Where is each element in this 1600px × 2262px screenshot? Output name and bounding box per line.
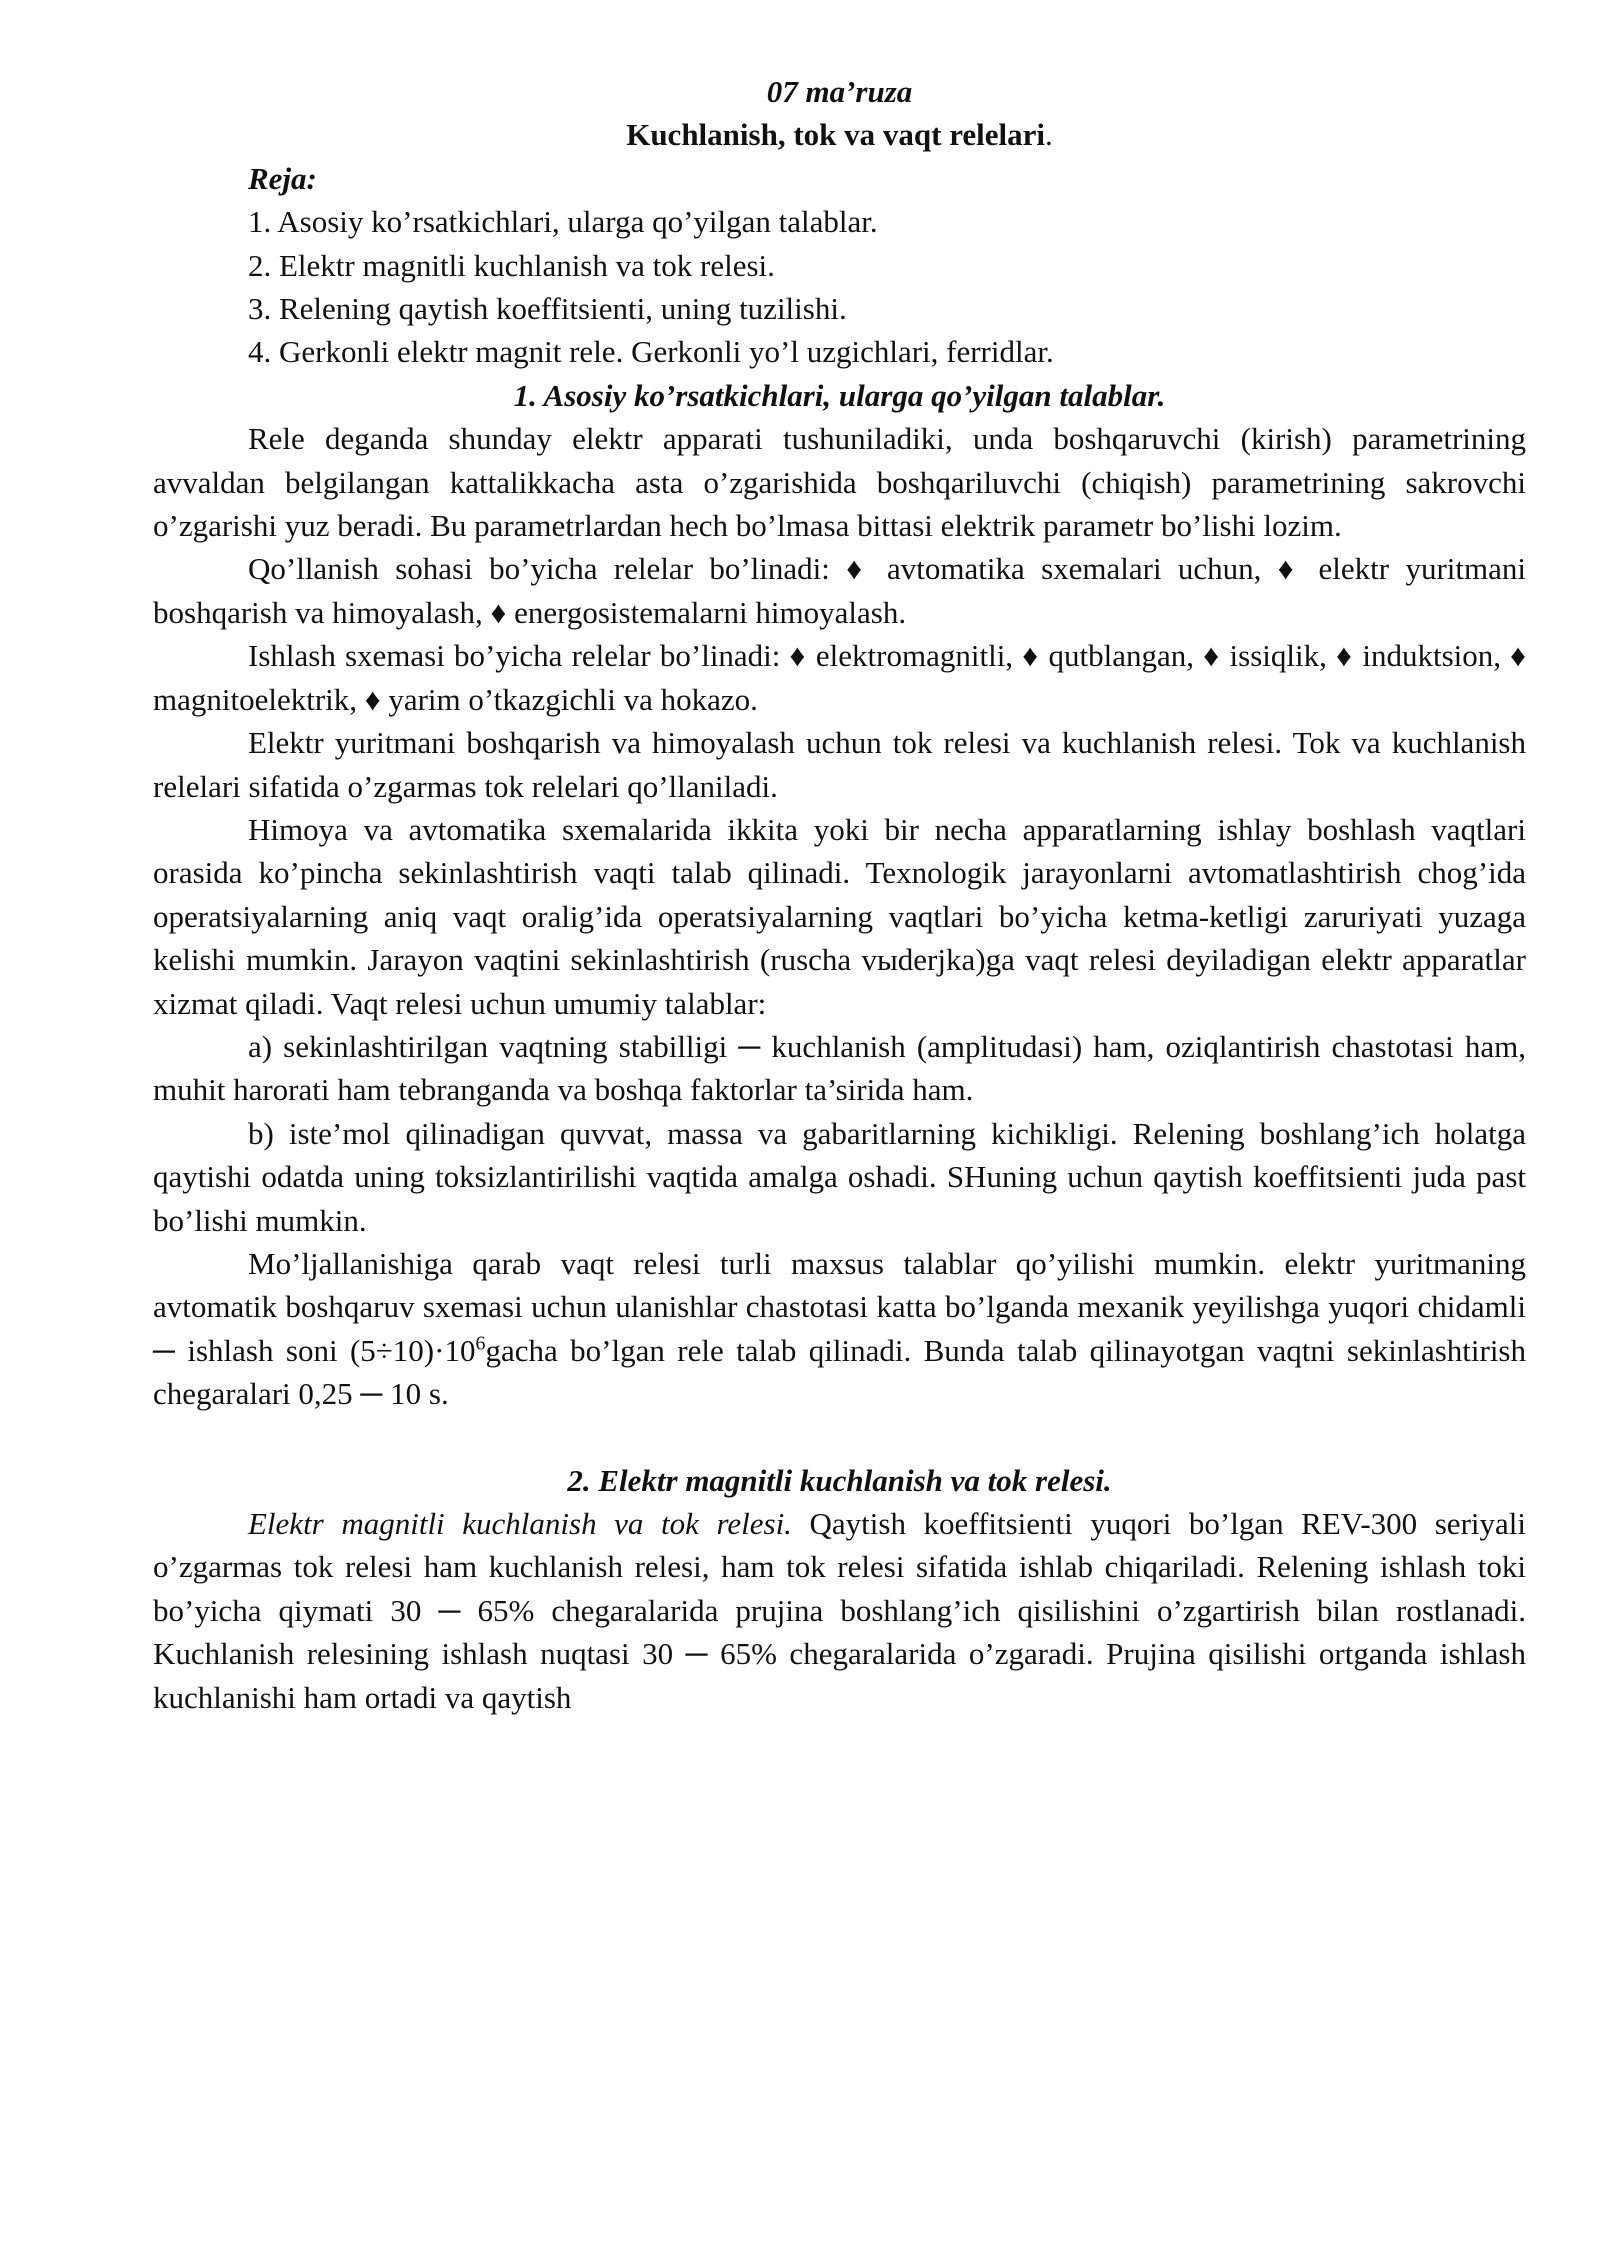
paragraph: a) sekinlashtirilgan vaqtning stabilligi ─ kuchlanish (amplitudasi) ham, oziqlantirish chastotasi ham, muhit harorati ham tebranganda va boshqa faktorlar ta’sirida ham.	[153, 1028, 1526, 1108]
plan-label: Reja:	[248, 160, 317, 196]
document-page	[153, 70, 1526, 1719]
paragraph	[153, 1502, 1526, 1719]
plan-item-2: 2. Elektr magnitli kuchlanish va tok relesi.	[248, 247, 775, 283]
lecture-title: Kuchlanish, tok va vaqt relelari	[626, 117, 1046, 153]
paragraph: Ishlash sxemasi bo’yicha relelar bo’linadi: ♦ elektromagnitli, ♦ qutblangan, ♦ issiqlik, ♦ induktsion, ♦ magnitoelektrik, ♦ yarim o’tkazgichli va hokazo.	[153, 638, 1526, 717]
paragraph-text: Qaytish koeffitsienti yuqori bo’lgan REV-300 seriyali o’zgarmas tok relesi ham kuchlanish relesi, ham tok relesi sifatida ishlab chiqariladi. Relening ishlash toki bo’yicha qiymati 30 ─ 65% chegaralarida prujina boshlang’ich qisilishini o’zgartirish bilan rostlanadi. Kuchlanish relesining ishlash nuqtasi 30 ─ 65% chegaralarida o’zgaradi. Prujina qisilishi ortganda ishlash kuchlanishi ham ortadi va qaytish	[153, 1506, 1526, 1715]
spacer	[153, 1416, 1526, 1459]
paragraph-text: Mo’ljallanishiga qarab vaqt relesi turli maxsus talablar qo’yilishi mumkin. elektr yuritmaning avtomatik boshqaruv sxemasi uchun ulanishlar chastotasi katta bo’lganda mexanik yeyilishga yuqori chidamli ─ ishlash soni (5÷10)·10	[153, 1245, 1526, 1368]
plan-item-1: 1. Asosiy ko’rsatkichlari, ularga qo’yilgan talablar.	[248, 204, 878, 240]
paragraph	[153, 1242, 1526, 1416]
paragraph: Rele deganda shunday elektr apparati tushuniladiki, unda boshqaruvchi (kirish) parametrining avvaldan belgilangan kattalikkacha asta o’zgarishida boshqariluvchi (chiqish) parametrining sakrovchi o’zgarishi yuz beradi. Bu parametrlardan hech bo’lmasa bittasi elektrik parametr bo’lishi lozim.	[153, 421, 1526, 544]
paragraph: Himoya va avtomatika sxemalarida ikkita yoki bir necha apparatlarning ishlay boshlash vaqtlari orasida ko’pincha sekinlashtirish vaqti talab qilinadi. Texnologik jarayonlarni avtomatlashtirish chog’ida operatsiyalarning aniq vaqt oralig’ida operatsiyalarning vaqtlari bo’yicha ketma-ketligi zaruriyati yuzaga kelishi mumkin. Jarayon vaqtini sekinlashtirish (ruscha vыderjka)ga vaqt relesi deyiladigan elektr apparatlar xizmat qiladi. Vaqt relesi uchun umumiy talablar:	[153, 811, 1526, 1021]
paragraph: Qo’llanish sohasi bo’yicha relelar bo’linadi: ♦ avtomatika sxemalari uchun, ♦ elektr yuritmani boshqarish va himoyalash, ♦ energosistemalarni himoyalash.	[153, 551, 1526, 630]
paragraph-italic-lead: Elektr magnitli kuchlanish va tok relesi.	[248, 1506, 792, 1541]
section-1-title: 1. Asosiy ko’rsatkichlari, ularga qo’yilgan talablar.	[513, 377, 1166, 413]
section-2-title: 2. Elektr magnitli kuchlanish va tok relesi.	[567, 1462, 1112, 1498]
lecture-number: 07 ma’ruza	[766, 74, 913, 109]
plan-item-4: 4. Gerkonli elektr magnit rele. Gerkonli yo’l uzgichlari, ferridlar.	[248, 334, 1054, 370]
plan-item-3: 3. Relening qaytish koeffitsienti, uning tuzilishi.	[248, 291, 847, 327]
paragraph: b) iste’mol qilinadigan quvvat, massa va gabaritlarning kichikligi. Relening boshlang’ich holatga qaytishi odatda uning toksizlantirilishi vaqtida amalga oshadi. SHuning uchun qaytish koeffitsienti juda past bo’lishi mumkin.	[153, 1115, 1526, 1238]
paragraph-text: gacha bo’lgan rele talab qilinadi. Bunda talab qilinayotgan vaqtni sekinlashtirish chegaralari 0,25 ─ 10 s.	[153, 1332, 1526, 1412]
superscript-exponent: 6	[475, 1332, 486, 1355]
lecture-title-line	[153, 113, 1526, 156]
lecture-title-dot: .	[1045, 117, 1053, 153]
paragraph: Elektr yuritmani boshqarish va himoyalash uchun tok relesi va kuchlanish relesi. Tok va kuchlanish relelari sifatida o’zgarmas tok relelari qo’llaniladi.	[153, 725, 1526, 804]
